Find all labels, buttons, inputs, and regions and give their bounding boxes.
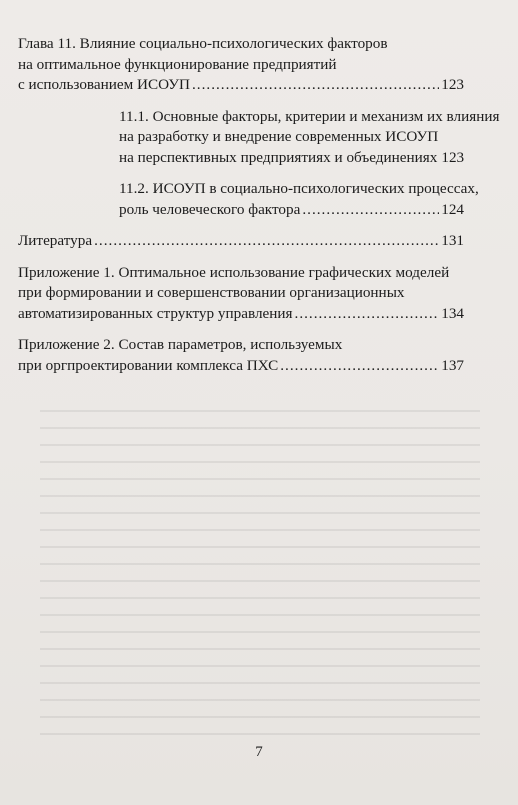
toc-entry-section-11-2 bbox=[119, 179, 479, 220]
toc-entry-section-11-1 bbox=[119, 107, 500, 169]
dot-leader bbox=[192, 75, 439, 96]
toc-line-text: автоматизированных структур управления bbox=[18, 304, 293, 322]
toc-line: 11.2. ИСОУП в социально-психологических процессах, bbox=[119, 180, 479, 197]
toc-page-number: 137 bbox=[441, 356, 464, 374]
dot-leader bbox=[94, 231, 439, 252]
toc-last-line bbox=[18, 75, 464, 96]
toc-page-number: 123 bbox=[441, 148, 465, 166]
toc-line-text: Литература bbox=[18, 232, 93, 249]
dot-leader bbox=[295, 304, 440, 325]
toc-last-line bbox=[18, 356, 464, 377]
toc-line: при формировании и совершенствовании организационных bbox=[18, 284, 405, 301]
toc-line-text: при оргпроектировании комплекса ПХС bbox=[18, 356, 279, 374]
toc-line-text: на перспективных предприятиях и объединениях bbox=[119, 148, 438, 166]
toc-entry-chapter-11 bbox=[18, 34, 464, 96]
toc-line-text: с использованием ИСОУП bbox=[18, 76, 190, 93]
toc-last-line bbox=[119, 148, 464, 169]
table-of-contents bbox=[18, 34, 500, 387]
toc-line: 11.1. Основные факторы, критерии и механизм их влияния bbox=[119, 107, 500, 125]
toc-page-number: 131 bbox=[441, 232, 464, 249]
toc-line: Приложение 1. Оптимальное использование графических моделей bbox=[18, 263, 450, 281]
dot-leader bbox=[280, 356, 439, 377]
toc-line: на оптимальное функционирование предприятий bbox=[18, 55, 337, 73]
page-number: 7 bbox=[255, 744, 263, 760]
toc-entry-appendix-1 bbox=[18, 263, 464, 325]
toc-last-line bbox=[18, 304, 464, 325]
toc-entry-appendix-2 bbox=[18, 335, 464, 376]
toc-page-number: 123 bbox=[441, 76, 464, 93]
toc-line: Глава 11. Влияние социально-психологических факторов bbox=[18, 35, 388, 52]
bleed-through-texture bbox=[40, 400, 480, 740]
toc-line: на разработку и внедрение современных ИСОУП bbox=[119, 128, 439, 145]
toc-page-number: 134 bbox=[441, 304, 464, 322]
toc-page-number: 124 bbox=[441, 200, 464, 218]
toc-last-line bbox=[18, 231, 464, 252]
dot-leader bbox=[302, 200, 439, 221]
toc-entry-literature bbox=[18, 231, 464, 252]
toc-last-line bbox=[119, 200, 464, 221]
toc-line-text: роль человеческого фактора bbox=[119, 200, 301, 218]
toc-line: Приложение 2. Состав параметров, используемых bbox=[18, 336, 343, 353]
